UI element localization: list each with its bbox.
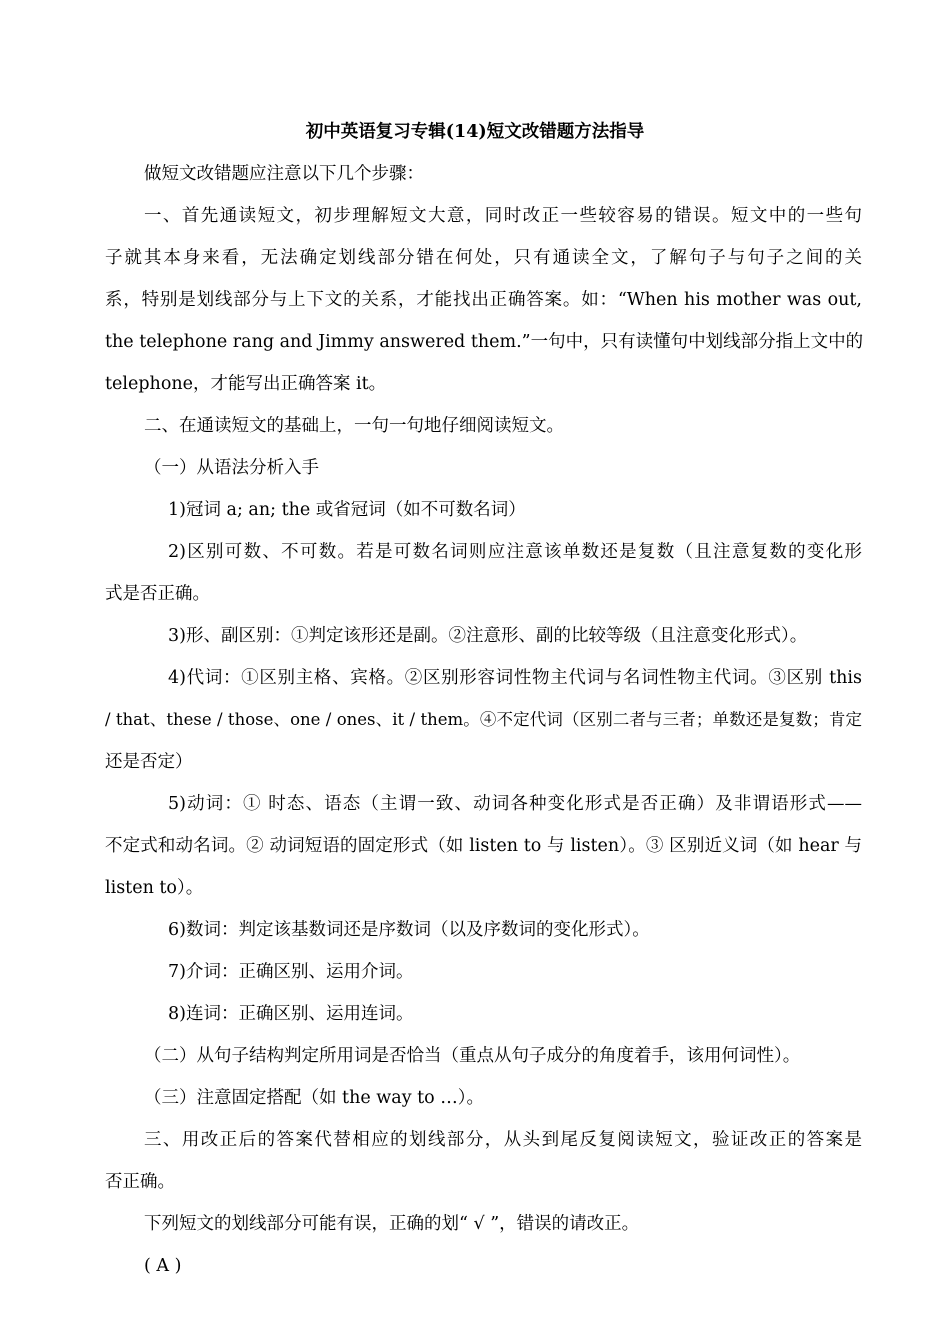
paragraph-line: 二、在通读短文的基础上，一句一句地仔细阅读短文。	[144, 416, 564, 436]
paragraph-line: 三、用改正后的答案代替相应的划线部分，从头到尾反复阅读短文，验证改正的答案是	[144, 1130, 862, 1150]
list-item: 2)区别可数、不可数。若是可数名词则应注意该单数还是复数（且注意复数的变化形	[168, 542, 862, 562]
list-item: 3)形、副区别：①判定该形还是副。②注意形、副的比较等级（且注意变化形式）。	[168, 626, 808, 646]
list-item-continuation: / that、these / those、one / ones、it / them。④不定代词（区别二者与三者；单数还是复数；肯定	[105, 710, 862, 729]
section-heading: （一）从语法分析入手	[144, 458, 319, 478]
list-item: 8)连词：正确区别、运用连词。	[168, 1004, 414, 1024]
list-item-continuation: 还是否定）	[105, 752, 193, 772]
exercise-label: ( A )	[144, 1256, 182, 1276]
list-item: 5)动词：① 时态、语态（主谓一致、动词各种变化形式是否正确）及非谓语形式——	[168, 794, 862, 814]
paragraph-line: 一、首先通读短文，初步理解短文大意，同时改正一些较容易的错误。短文中的一些句	[144, 206, 862, 226]
list-item-continuation: listen to）。	[105, 878, 204, 898]
list-item: 1)冠词 a; an; the 或省冠词（如不可数名词）	[168, 500, 526, 520]
paragraph-line: 下列短文的划线部分可能有误，正确的划“ √ ”，错误的请改正。	[144, 1214, 640, 1234]
paragraph-line: 子就其本身来看，无法确定划线部分错在何处，只有通读全文，了解句子与句子之间的关	[105, 248, 862, 268]
list-item: 4)代词：①区别主格、宾格。②区别形容词性物主代词与名词性物主代词。③区别 this	[168, 668, 862, 688]
paragraph-line: 系，特别是划线部分与上下文的关系，才能找出正确答案。如：“When his mother was out,	[105, 290, 862, 310]
paragraph-line: the telephone rang and Jimmy answered them.”一句中，只有读懂句中划线部分指上文中的	[105, 332, 864, 352]
paragraph-line: 否正确。	[105, 1172, 175, 1192]
section-heading: （三）注意固定搭配（如 the way to …）。	[144, 1088, 485, 1108]
list-item-continuation: 式是否正确。	[105, 584, 210, 604]
list-item: 6)数词：判定该基数词还是序数词（以及序数词的变化形式）。	[168, 920, 650, 940]
section-heading: （二）从句子结构判定所用词是否恰当（重点从句子成分的角度着手，该用何词性）。	[144, 1046, 801, 1066]
paragraph-line: 做短文改错题应注意以下几个步骤：	[144, 164, 424, 184]
list-item-continuation: 不定式和动名词。② 动词短语的固定形式（如 listen to 与 listen）。③ 区别近义词（如 hear 与	[105, 836, 862, 856]
list-item: 7)介词：正确区别、运用介词。	[168, 962, 414, 982]
paragraph-line: telephone，才能写出正确答案 it。	[105, 374, 387, 394]
page-title: 初中英语复习专辑(14)短文改错题方法指导	[305, 122, 645, 142]
